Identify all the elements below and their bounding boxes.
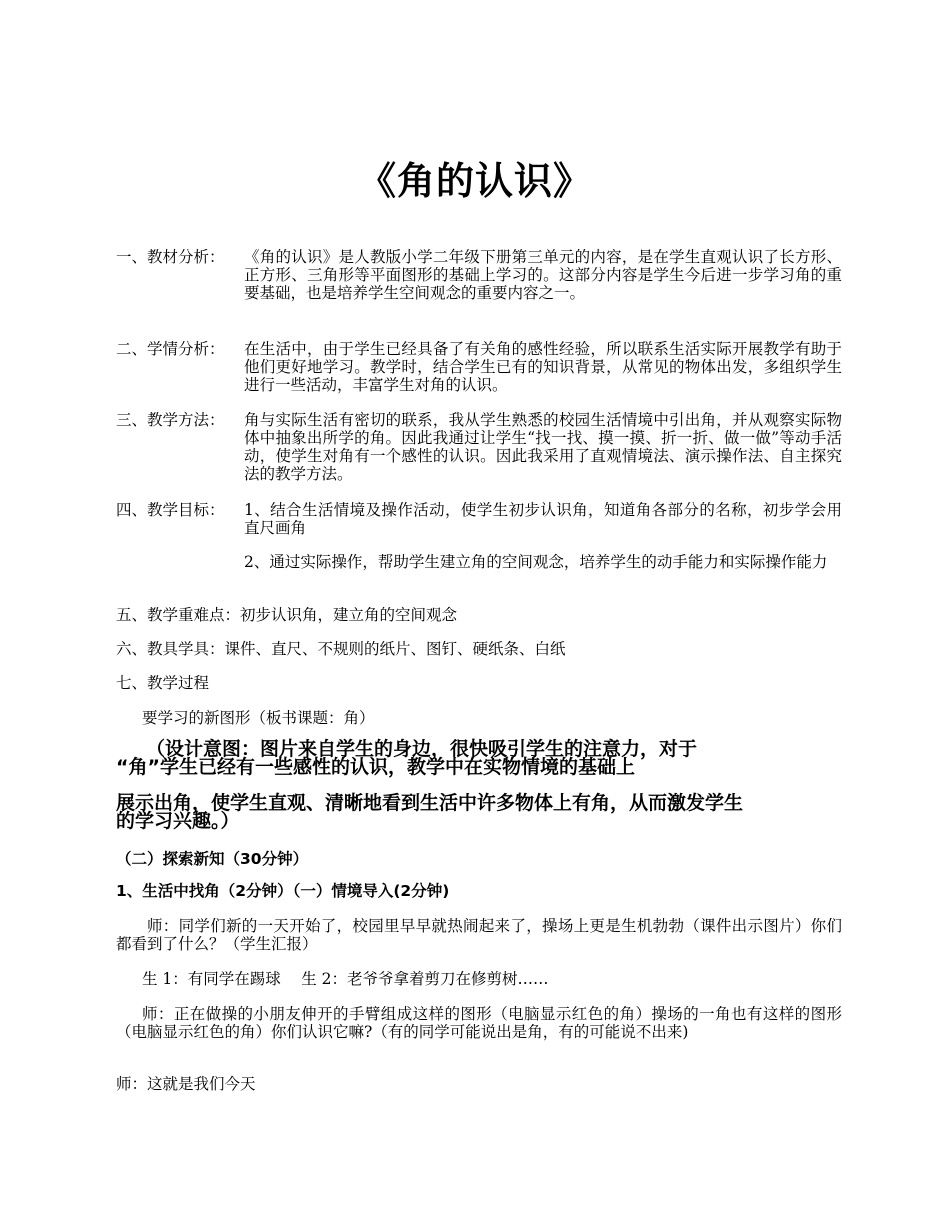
new-shape-line: 要学习的新图形（板书课题：角） [142, 709, 375, 727]
section-label: 二、学情分析： [116, 340, 225, 358]
section-text: 《角的认识》是人教版小学二年级下册第三单元的内容，是在学生直观认识了长方形、正方形、三角形等平面图形的基础上学习的。这部分内容是学生今后进一步学习角的重要基础，也是培养学生空间观念的重要内容之一。 [244, 248, 842, 302]
key-difficulties: 五、教学重难点：初步认识角，建立角的空间观念 [116, 606, 458, 624]
explore-heading: （二）探索新知（30分钟） [116, 850, 309, 868]
design-intent-line-2: “角”学生已经有一些感性的认识，教学中在实物情境的基础上 [116, 756, 635, 778]
section-label: 三、教学方法： [116, 411, 225, 429]
goal-2: 2、通过实际操作，帮助学生建立角的空间观念，培养学生的动手能力和实际操作能力 [244, 553, 828, 571]
goal-1: 1、结合生活情境及操作活动，使学生初步认识角，知道角各部分的名称，初步学会用直尺画角 [244, 501, 842, 537]
design-intent-line-3: 展示出角，使学生直观、清晰地看到生活中许多物体上有角，从而激发学生 [116, 792, 744, 814]
teacher-dialogue-1: 师：同学们新的一天开始了，校园里早早就热闹起来了，操场上更是生机勃勃（课件出示图片）你们都看到了什么？（学生汇报） [116, 917, 842, 953]
section-textbook-analysis [116, 248, 842, 302]
section-text: 角与实际生活有密切的联系，我从学生熟悉的校园生活情境中引出角，并从观察实际物体中抽象出所学的角。因此我通过让学生“找一找、摸一摸、折一折、做一做”等动手活动，使学生对角有一个感性的认识。因此我采用了直观情境法、演示操作法、自主探究法的教学方法。 [244, 411, 842, 483]
student-replies: 生 1：有同学在踢球 生 2：老爷爷拿着剪刀在修剪树…… [142, 970, 549, 988]
section-label: 一、教材分析： [116, 248, 225, 266]
section-text: 在生活中，由于学生已经具备了有关角的感性经验，所以联系生活实际开展教学有助于他们更好地学习。教学时，结合学生已有的知识背景，从常见的物体出发，多组织学生进行一些活动，丰富学生对角的认识。 [244, 340, 842, 394]
document-title: 《角的认识》 [357, 159, 592, 203]
section-teaching-goals [116, 501, 842, 571]
find-angles-heading: 1、生活中找角（2分钟）（一）情境导入(2分钟) [116, 882, 450, 900]
teacher-dialogue-3: 师：这就是我们今天 [116, 1075, 256, 1093]
section-teaching-method [116, 411, 842, 483]
section-label: 四、教学目标： [116, 501, 225, 519]
section-student-analysis [116, 340, 842, 394]
design-intent-line-4: 的学习兴趣。） [116, 810, 240, 832]
teaching-process-heading: 七、教学过程 [116, 674, 210, 692]
design-intent-line-1: （设计意图：图片来自学生的身边，很快吸引学生的注意力，对于 [146, 738, 698, 760]
teacher-dialogue-2: 师：正在做操的小朋友伸开的手臂组成这样的图形（电脑显示红色的角）操场的一角也有这样的图形（电脑显示红色的角）你们认识它嘛?（有的同学可能说出是角，有的可能说不出来) [116, 1005, 842, 1041]
teaching-aids: 六、教具学具：课件、直尺、不规则的纸片、图钉、硬纸条、白纸 [116, 640, 566, 658]
